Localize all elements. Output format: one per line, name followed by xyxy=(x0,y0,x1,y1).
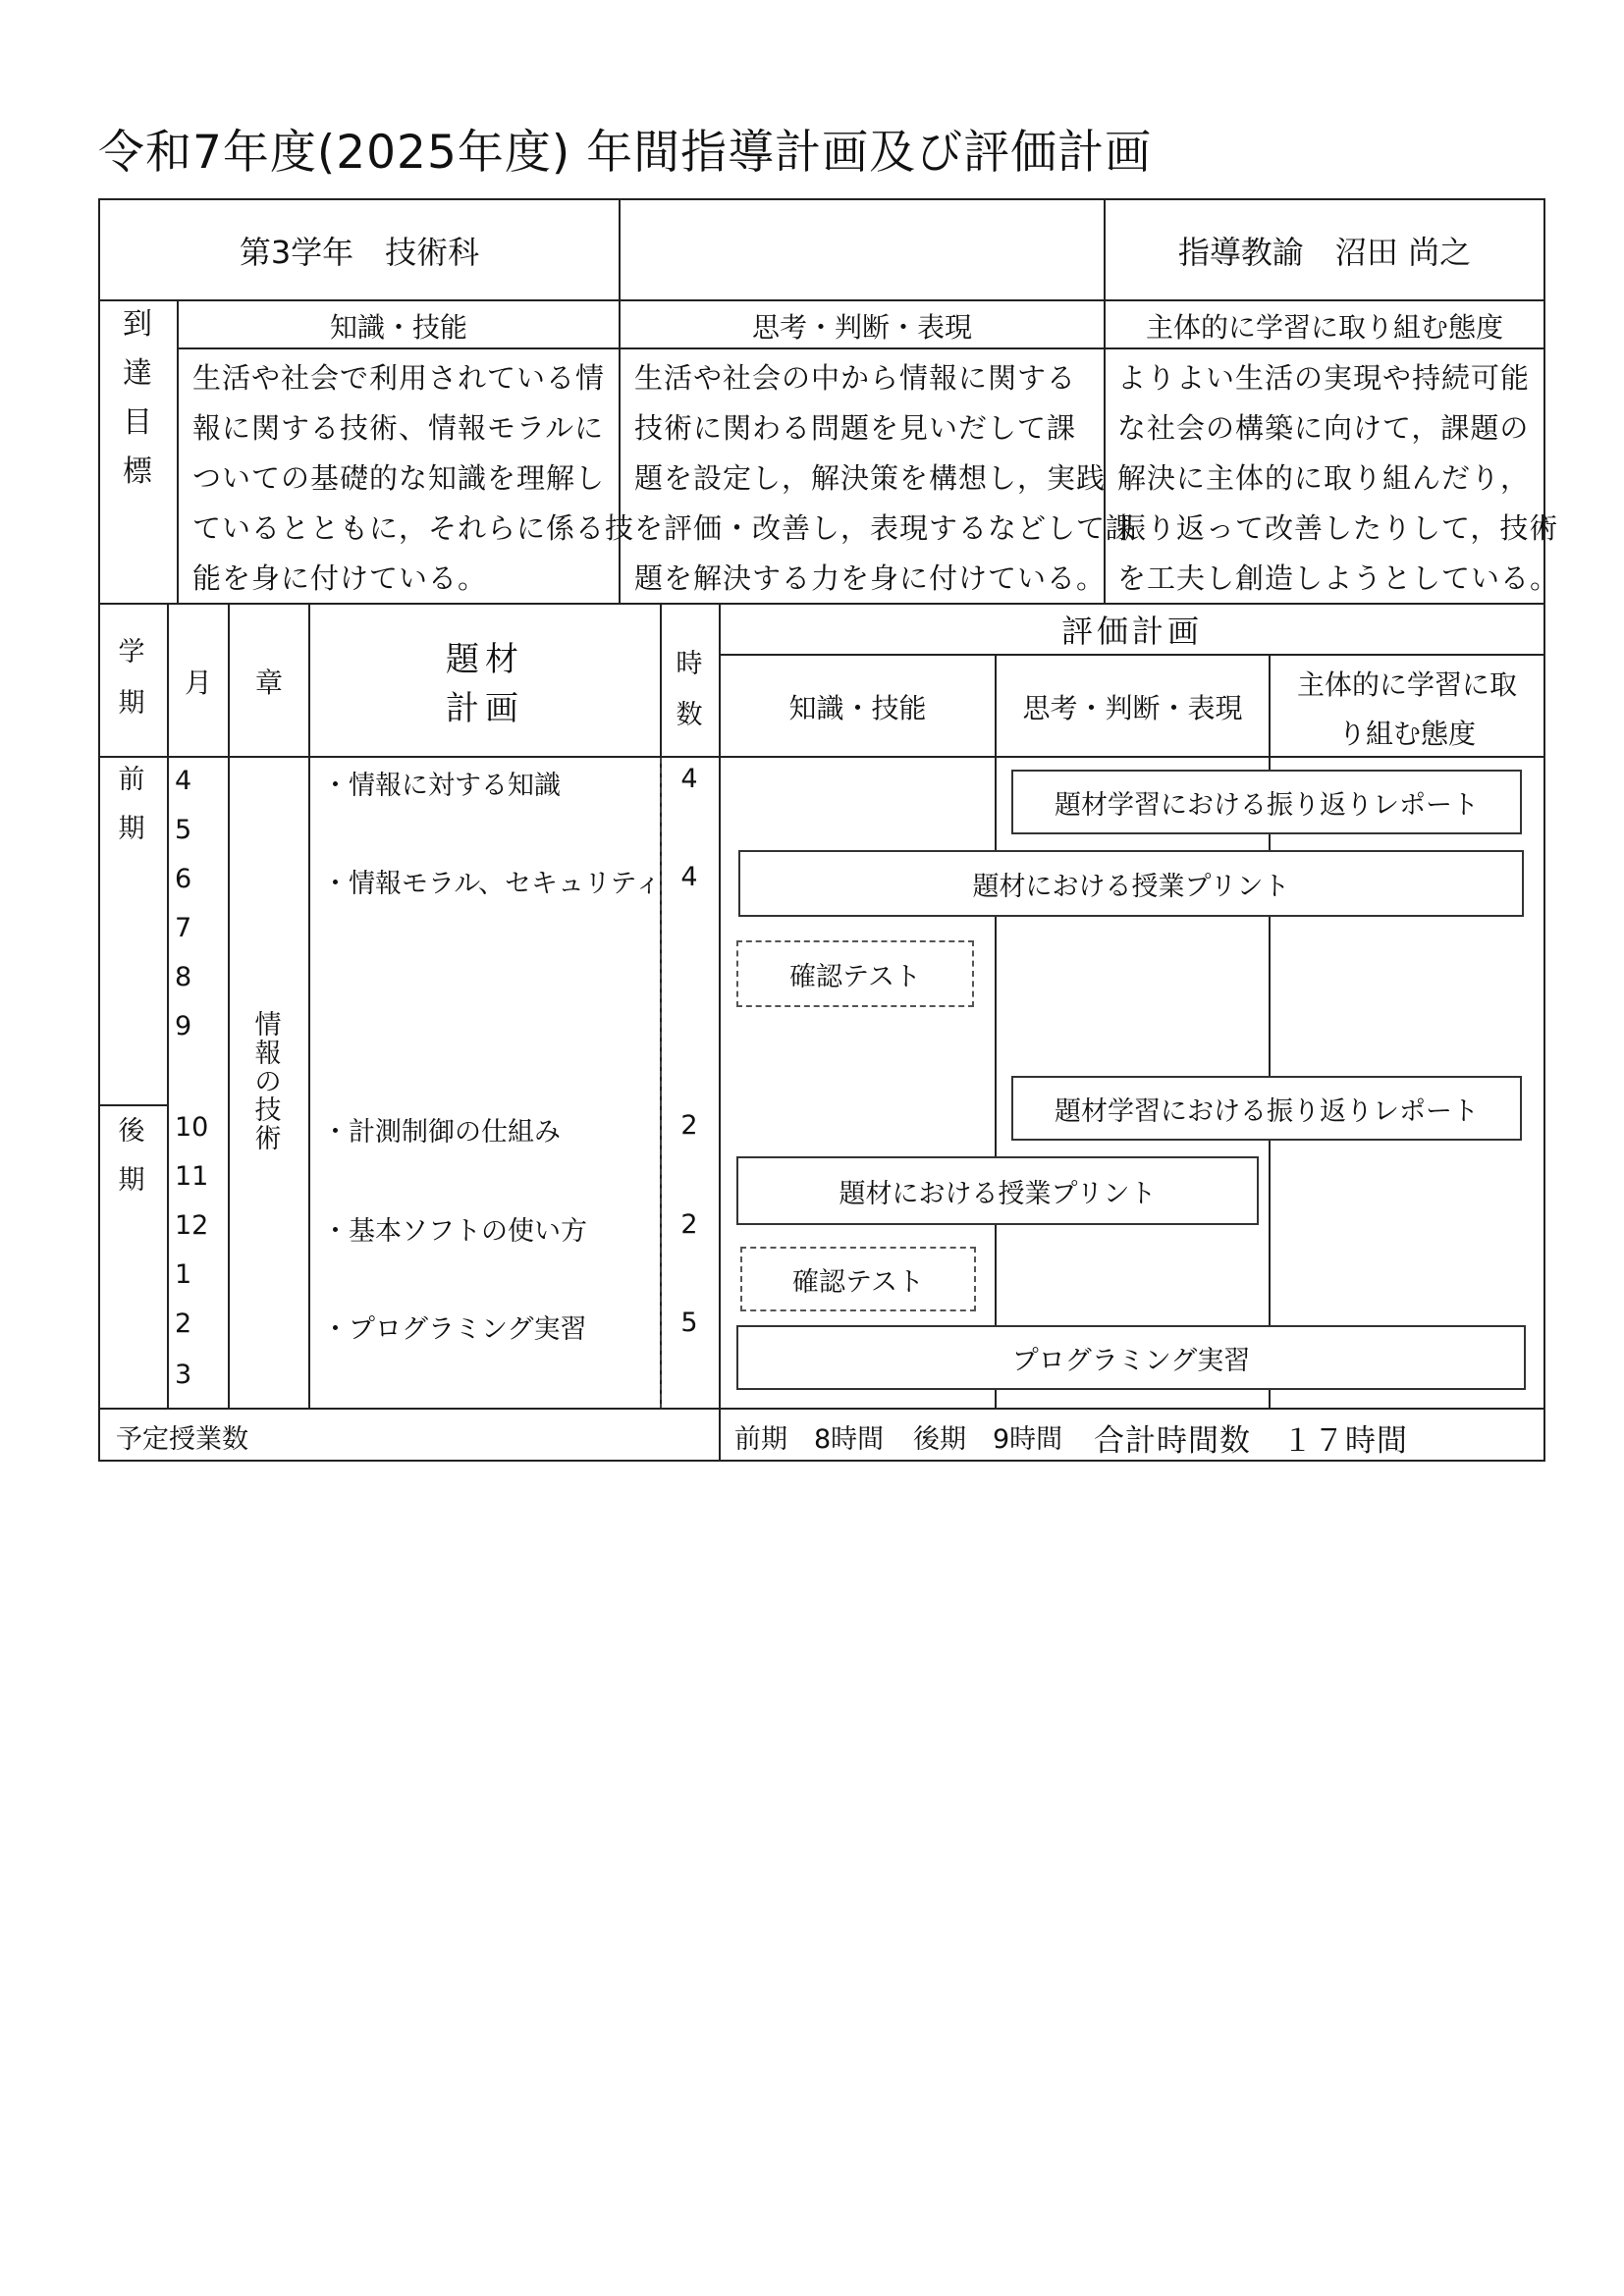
objective-line: を工夫し創造しようとしている。 xyxy=(1117,561,1560,595)
eval-reflection-report: 題材学習における振り返りレポート xyxy=(1011,1076,1522,1141)
divider xyxy=(167,603,169,1410)
border-top xyxy=(98,198,1545,200)
plan-header: 計画 xyxy=(446,689,524,728)
topic-hours: 2 xyxy=(680,1209,698,1240)
eval-header-knowledge: 知識・技能 xyxy=(788,692,927,724)
objective-line: 報に関する技術、情報モラルに xyxy=(192,411,605,445)
objective-line: 生活や社会で利用されている情 xyxy=(192,361,606,395)
total-hours: 合計時間数 １７時間 xyxy=(1094,1423,1408,1459)
month-cell: 2 xyxy=(175,1308,192,1339)
objective-attitude xyxy=(1117,353,1559,604)
first-term-char: 期 xyxy=(118,814,145,844)
eval-programming-practice: プログラミング実習 xyxy=(736,1325,1526,1390)
hours-header-char: 時 xyxy=(676,649,703,679)
objective-line: 能を身に付けている。 xyxy=(192,561,488,595)
month-cell: 10 xyxy=(175,1112,209,1143)
divider xyxy=(98,299,1545,301)
objectives-label-char: 目 xyxy=(123,405,152,440)
material-header: 題材 xyxy=(446,640,524,679)
second-term-char: 後 xyxy=(118,1116,145,1147)
objective-line: 解決に主体的に取り組んだり， xyxy=(1117,461,1531,495)
eval-header-thinking: 思考・判断・表現 xyxy=(1022,692,1243,724)
month-cell: 6 xyxy=(175,864,192,894)
topic-hours: 2 xyxy=(680,1110,698,1141)
footer-label: 予定授業数 xyxy=(116,1424,248,1455)
divider xyxy=(98,1104,169,1106)
border-left xyxy=(98,198,100,1462)
chapter-char: 術 xyxy=(254,1124,282,1154)
eval-class-print: 題材における授業プリント xyxy=(736,1156,1259,1225)
border-bottom xyxy=(98,1460,1545,1462)
evaluation-plan-header: 評価計画 xyxy=(1060,613,1203,650)
objective-heading-attitude: 主体的に学習に取り組む態度 xyxy=(1145,311,1503,344)
divider xyxy=(98,1408,1545,1410)
teacher-name: 指導教諭 沼田 尚之 xyxy=(1177,234,1472,271)
objective-line: 題を解決する力を身に付けている。 xyxy=(634,561,1107,595)
objective-line: ているとともに，それらに係る技 xyxy=(192,511,635,545)
month-cell: 1 xyxy=(175,1259,192,1290)
month-cell: 7 xyxy=(175,913,192,943)
topic-item: ・計測制御の仕組み xyxy=(322,1117,561,1148)
divider xyxy=(995,654,997,1410)
eval-header-attitude-line2: り組む態度 xyxy=(1337,718,1476,750)
month-cell: 11 xyxy=(175,1161,209,1192)
eval-reflection-report: 題材学習における振り返りレポート xyxy=(1011,770,1522,834)
second-term-hours: 後期 9時間 xyxy=(913,1424,1063,1455)
divider xyxy=(1269,654,1271,1410)
topic-item: ・プログラミング実習 xyxy=(322,1314,587,1345)
month-cell: 9 xyxy=(175,1011,192,1041)
first-term-hours: 前期 8時間 xyxy=(734,1424,885,1455)
month-cell: 8 xyxy=(175,962,192,992)
topic-item: ・情報モラル、セキュリティ xyxy=(322,869,662,899)
objective-line: な社会の構築に向けて，課題の xyxy=(1117,411,1530,445)
objective-line: よりよい生活の実現や持続可能 xyxy=(1117,361,1531,395)
objective-line: 振り返って改善したりして，技術 xyxy=(1117,511,1559,545)
month-cell: 5 xyxy=(175,815,192,845)
second-term-char: 期 xyxy=(118,1165,145,1196)
topic-hours: 4 xyxy=(680,862,698,892)
divider xyxy=(660,758,662,1410)
month-header: 月 xyxy=(184,667,212,699)
eval-header-attitude-line1: 主体的に学習に取 xyxy=(1296,668,1517,701)
eval-check-test: 確認テスト xyxy=(736,940,974,1007)
objective-line: 題を設定し，解決策を構想し，実践 xyxy=(634,461,1107,495)
month-cell: 3 xyxy=(175,1360,192,1390)
page-title: 令和7年度(2025年度) 年間指導計画及び評価計画 xyxy=(98,126,1153,180)
chapter-char: の xyxy=(254,1067,282,1097)
month-cell: 4 xyxy=(175,766,192,796)
topic-hours: 5 xyxy=(680,1308,698,1338)
term-header-char: 学 xyxy=(118,637,145,667)
chapter-char: 情 xyxy=(254,1010,282,1041)
objective-line: 技術に関わる問題を見いだして課 xyxy=(634,411,1077,445)
objective-heading-knowledge: 知識・技能 xyxy=(329,311,467,344)
objective-thinking xyxy=(634,353,1135,604)
divider xyxy=(719,654,1545,656)
chapter-header: 章 xyxy=(254,667,283,699)
first-term-char: 前 xyxy=(118,765,145,795)
objective-line: を評価・改善し，表現するなどして課 xyxy=(634,511,1136,545)
objective-knowledge xyxy=(192,353,634,604)
eval-class-print: 題材における授業プリント xyxy=(738,850,1524,917)
objective-line: ついての基礎的な知識を理解し xyxy=(192,461,606,495)
divider xyxy=(660,603,662,758)
eval-check-test: 確認テスト xyxy=(740,1247,976,1311)
objective-line: 生活や社会の中から情報に関する xyxy=(634,361,1077,395)
topic-item: ・基本ソフトの使い方 xyxy=(322,1216,587,1247)
divider xyxy=(98,756,1545,758)
month-cell: 12 xyxy=(175,1210,209,1241)
hours-header-char: 数 xyxy=(676,700,703,730)
topic-hours: 4 xyxy=(680,764,698,794)
objectives-label-char: 到 xyxy=(123,307,152,342)
divider xyxy=(719,603,721,1462)
term-header-char: 期 xyxy=(118,688,145,719)
objectives-label-char: 標 xyxy=(123,454,152,489)
grade-subject: 第3学年 技術科 xyxy=(239,234,480,271)
objectives-label-char: 達 xyxy=(123,356,152,391)
objective-heading-thinking: 思考・判断・表現 xyxy=(751,311,972,344)
chapter-char: 技 xyxy=(254,1095,282,1126)
topic-item: ・情報に対する知識 xyxy=(322,771,561,801)
chapter-char: 報 xyxy=(254,1039,282,1069)
divider xyxy=(177,347,1545,349)
